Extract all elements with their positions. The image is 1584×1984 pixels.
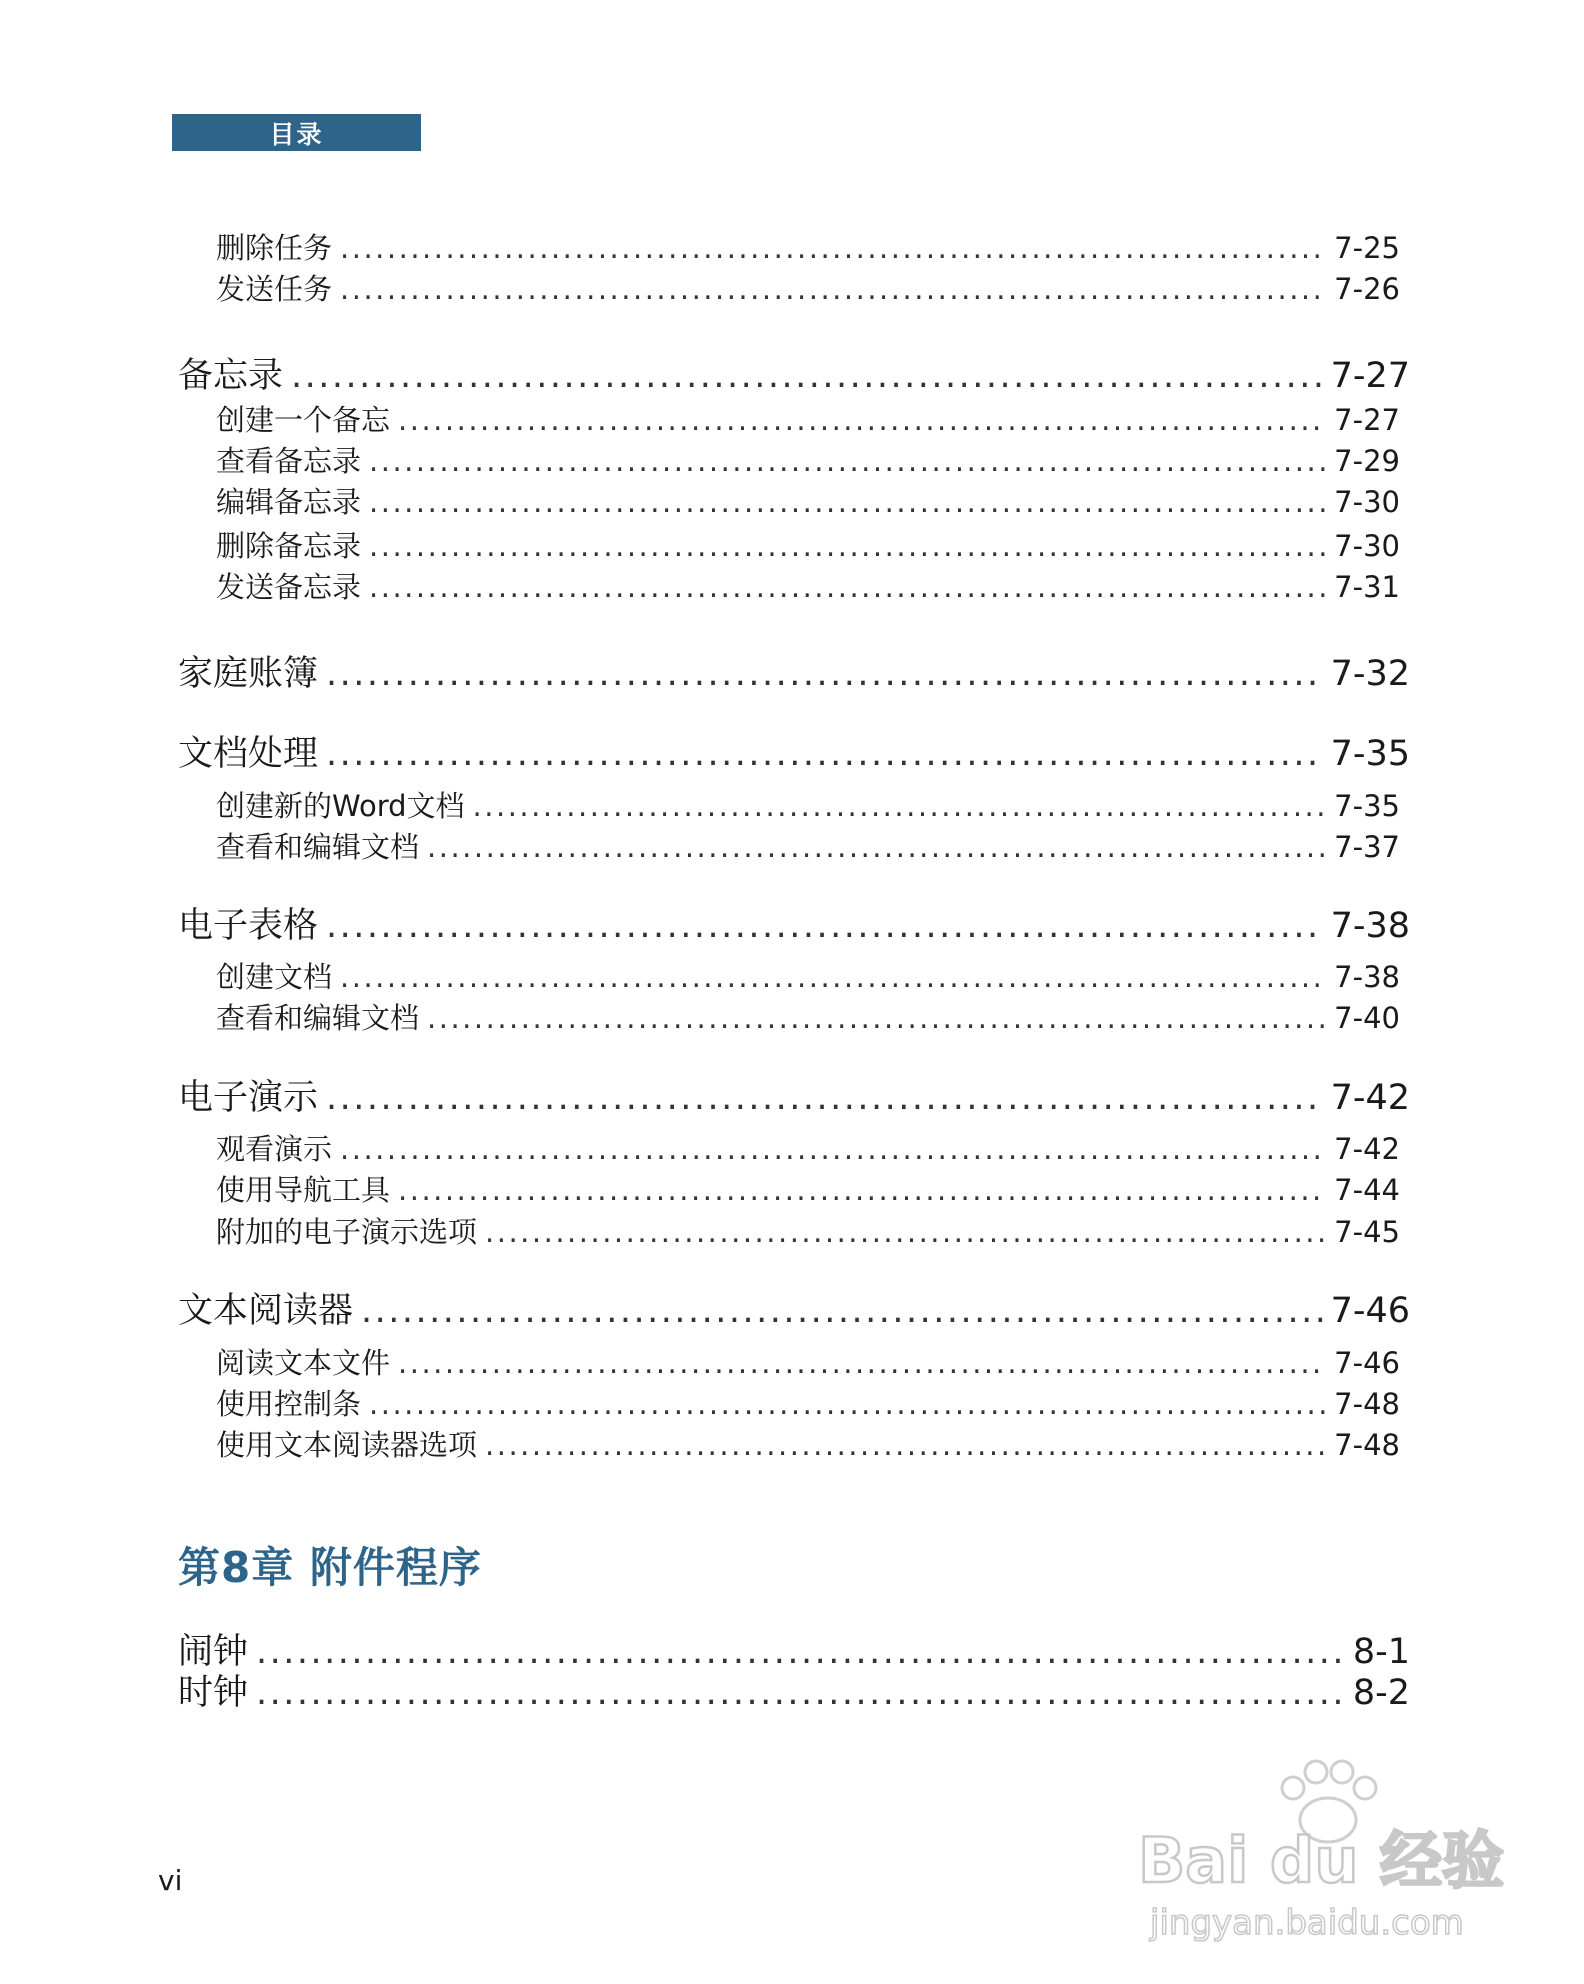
- toc-page-number: 7-48: [1334, 1428, 1400, 1462]
- chapter-heading: 第8章 附件程序: [178, 1543, 482, 1592]
- toc-entry-label: 创建新的Word文档: [216, 789, 465, 823]
- toc-page-number: 7-37: [1334, 830, 1400, 864]
- toc-entry-label: 创建一个备忘: [216, 403, 391, 437]
- toc-dot-leader: [326, 906, 1323, 946]
- toc-section-row: [0, 1070, 1410, 1120]
- toc-entry-label: 家庭账簿: [178, 654, 319, 694]
- toc-dot-leader: [369, 529, 1326, 563]
- toc-entry-label: 闹钟: [178, 1632, 249, 1672]
- toc-page-number: 7-26: [1334, 272, 1400, 306]
- page-folio: vi: [158, 1864, 183, 1897]
- toc-dot-leader: [256, 1673, 1345, 1713]
- toc-page-number: 7-30: [1334, 529, 1400, 563]
- toc-dot-leader: [326, 654, 1323, 694]
- toc-dot-leader: [398, 1346, 1326, 1380]
- toc-entry-label: 文档处理: [178, 734, 319, 774]
- toc-subsection-row: [0, 267, 1400, 308]
- toc-entry-label: 电子演示: [178, 1078, 319, 1118]
- toc-page-number: 7-44: [1334, 1173, 1400, 1207]
- toc-subsection-row: [0, 784, 1400, 825]
- toc-subsection-row: [0, 1341, 1400, 1382]
- toc-page-number: 7-35: [1330, 734, 1410, 774]
- toc-subsection-row: [0, 226, 1400, 267]
- toc-section-row: [0, 646, 1410, 696]
- toc-dot-leader: [340, 960, 1326, 994]
- toc-dot-leader: [291, 356, 1323, 396]
- toc-subsection-row: [0, 398, 1400, 439]
- toc-page-number: 7-32: [1330, 654, 1410, 694]
- toc-dot-leader: [485, 1215, 1326, 1249]
- toc-dot-leader: [485, 1428, 1326, 1462]
- toc-entry-label: 删除备忘录: [216, 529, 362, 563]
- toc-dot-leader: [398, 1173, 1326, 1207]
- toc-entry-label: 删除任务: [216, 231, 333, 265]
- toc-section-row: [0, 1665, 1410, 1715]
- toc-page-number: 7-25: [1334, 231, 1400, 265]
- toc-entry-label: 观看演示: [216, 1132, 333, 1166]
- toc-subsection-row: [0, 1423, 1400, 1464]
- toc-page-number: 7-45: [1334, 1215, 1400, 1249]
- toc-entry-label: 时钟: [178, 1673, 249, 1713]
- toc-page-number: 7-30: [1334, 485, 1400, 519]
- toc-dot-leader: [340, 1132, 1326, 1166]
- toc-entry-label: 使用控制条: [216, 1387, 362, 1421]
- toc-section-row: [0, 726, 1410, 776]
- toc-entry-label: 阅读文本文件: [216, 1346, 391, 1380]
- toc-subsection-row: [0, 1382, 1400, 1423]
- toc-entry-label: 发送任务: [216, 272, 333, 306]
- toc-dot-leader: [369, 1387, 1326, 1421]
- toc-page-number: 7-27: [1334, 403, 1400, 437]
- toc-page-number: 7-42: [1330, 1078, 1410, 1118]
- toc-subsection-row: [0, 1168, 1400, 1209]
- toc-entry-label: 编辑备忘录: [216, 485, 362, 519]
- toc-section-row: [0, 1283, 1410, 1333]
- toc-dot-leader: [369, 444, 1326, 478]
- toc-entry-label: 备忘录: [178, 356, 284, 396]
- watermark-brand: Bai du 经验: [1138, 1824, 1505, 1897]
- toc-page-number: 7-40: [1334, 1001, 1400, 1035]
- toc-subsection-row: [0, 955, 1400, 996]
- toc-page-number: 8-2: [1352, 1673, 1410, 1713]
- toc-subsection-row: [0, 565, 1400, 606]
- toc-entry-label: 查看备忘录: [216, 444, 362, 478]
- toc-entry-label: 查看和编辑文档: [216, 1001, 420, 1035]
- watermark-url: jingyan.baidu.com: [1150, 1903, 1464, 1943]
- toc-header-tab: [172, 114, 421, 151]
- baidu-watermark-logo: [1128, 1750, 1508, 1950]
- toc-dot-leader: [361, 1291, 1323, 1331]
- toc-section-row: [0, 348, 1410, 398]
- toc-subsection-row: [0, 524, 1400, 565]
- toc-page-number: 7-27: [1330, 356, 1410, 396]
- toc-page-number: 8-1: [1352, 1632, 1410, 1672]
- toc-entry-label: 查看和编辑文档: [216, 830, 420, 864]
- toc-dot-leader: [427, 830, 1326, 864]
- toc-page-number: 7-46: [1334, 1346, 1400, 1380]
- toc-subsection-row: [0, 1210, 1400, 1251]
- toc-dot-leader: [340, 272, 1326, 306]
- toc-page-number: 7-48: [1334, 1387, 1400, 1421]
- toc-dot-leader: [369, 485, 1326, 519]
- toc-dot-leader: [398, 403, 1326, 437]
- toc-page-number: 7-35: [1334, 789, 1400, 823]
- toc-entry-label: 附加的电子演示选项: [216, 1215, 478, 1249]
- toc-page-number: 7-42: [1334, 1132, 1400, 1166]
- toc-subsection-row: [0, 1127, 1400, 1168]
- toc-dot-leader: [369, 570, 1326, 604]
- toc-subsection-row: [0, 825, 1400, 866]
- toc-dot-leader: [326, 1078, 1323, 1118]
- toc-section-row: [0, 898, 1410, 948]
- toc-subsection-row: [0, 480, 1400, 521]
- toc-page-number: 7-31: [1334, 570, 1400, 604]
- toc-entry-label: 使用导航工具: [216, 1173, 391, 1207]
- toc-subsection-row: [0, 996, 1400, 1037]
- toc-page-number: 7-38: [1334, 960, 1400, 994]
- toc-page-number: 7-29: [1334, 444, 1400, 478]
- toc-dot-leader: [427, 1001, 1326, 1035]
- toc-page-number: 7-46: [1330, 1291, 1410, 1331]
- toc-header-title: 目录: [269, 119, 324, 149]
- toc-dot-leader: [340, 231, 1326, 265]
- toc-dot-leader: [473, 789, 1327, 823]
- toc-entry-label: 使用文本阅读器选项: [216, 1428, 478, 1462]
- toc-dot-leader: [326, 734, 1323, 774]
- toc-subsection-row: [0, 439, 1400, 480]
- toc-entry-label: 电子表格: [178, 906, 319, 946]
- toc-entry-label: 创建文档: [216, 960, 333, 994]
- toc-page-number: 7-38: [1330, 906, 1410, 946]
- toc-entry-label: 文本阅读器: [178, 1291, 354, 1331]
- toc-entry-label: 发送备忘录: [216, 570, 362, 604]
